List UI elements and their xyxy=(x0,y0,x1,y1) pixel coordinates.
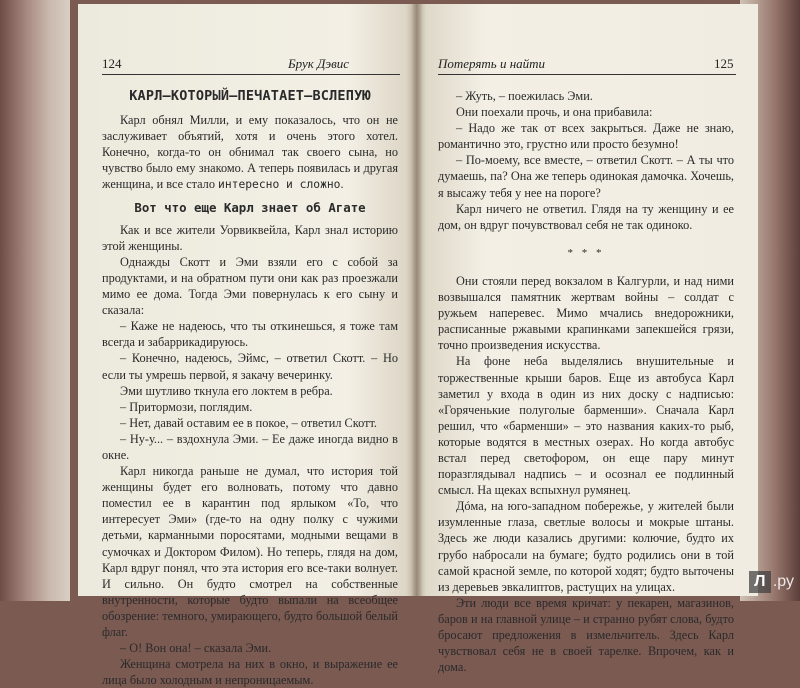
paragraph: На фоне неба выделялись внушительные и торжественные крыши баров. Еще из автобуса Карл заметил у входа в один из них доску с надписью: «Горяченькие полуголые барменши». Сначала Карл решил, что «барменши» – это названия каких-то рыб, которые водятся в местных озерах. Но когда автобус встал перед светофором, он еще пару минут поразглядывал надпись – и осознал ее подлинный смысл. На щеках вспыхнул румянец. xyxy=(438,354,734,498)
left-running-title: Брук Дэвис xyxy=(288,56,350,71)
paragraph: Карл ничего не ответил. Глядя на ту женщину и ее дом, он вдруг почувствовал себя не так одиноко. xyxy=(438,201,734,232)
paragraph: – Каже не надеюсь, что ты откинешься, я тоже там всегда и забаррикадируюсь. xyxy=(102,319,398,350)
section-separator: * * * xyxy=(567,246,605,259)
right-running-title: Потерять и найти xyxy=(438,56,546,71)
paragraph: Однажды Скотт и Эми взяли его с собой за продуктами, и на обратном пути они как раз проезжали мимо ее дома. Тогда Эми повернулась к его сыну и сказала: xyxy=(102,254,398,318)
paragraph: – Ну-у... – вздохнула Эми. – Ее даже иногда видно в окне. xyxy=(102,431,398,462)
paragraph: – Конечно, надеюсь, Эймс, – ответил Скотт. – Но если ты умрешь первой, я закачу вечеринку. xyxy=(102,351,398,382)
chapter-title: КАРЛ—КОТОРЫЙ—ПЕЧАТАЕТ—ВСЛЕПУЮ xyxy=(129,88,371,104)
paragraph: Эти люди все время кричат: у пекарен, магазинов, баров и на главной улице – и странно рубят слова, будто бросают предложения в измельчитель. Здесь Карл чувствовал себя не в своей тарелке. Впрочем, как и дома. xyxy=(438,595,734,675)
paragraph: Карл никогда раньше не думал, что история той женщины будет его волновать, потому что давно поместил ее в карантин под ярлыком «То, что интересует Эми» (где-то на одну полку с чужими детьми, карманными поросятами, модными вещами в сумочках и Доктором Филом). Но теперь, глядя на дом, Карл вдруг понял, что эта история его все-таки волнует. И сильно. Он будто смотрел на собственные внутренности, которые будто выпали на всеобщее обозрение: темного, умирающего, будто большой белый флаг. xyxy=(102,464,398,639)
paragraph: Карл обнял Милли, и ему показалось, что он не заслуживает объятий, хотя и очень этого хотел. Конечно, когда-то он обнимал так своего сына, но чувство было ему знакомо. А теперь появилась и другая женщина, и все стало интересно и сложно. xyxy=(102,113,398,192)
site-watermark xyxy=(749,571,794,593)
paragraph: – Надо же так от всех закрыться. Даже не знаю, романтично это, грустно или просто безумно! xyxy=(438,121,734,152)
paragraph: Эми шутливо ткнула его локтем в ребра. xyxy=(120,383,333,398)
paragraph: – Нет, давай оставим ее в покое, – ответил Скотт. xyxy=(120,415,377,430)
right-header-rule xyxy=(438,74,736,75)
paragraph: Дóма, на юго-западном побережье, у жителей были изумленные глаза, светлые волосы и мокрые штаны. Здесь же люди казались другими: колючие, будто их грубо набросали на бумаге; будто родились они в той самой красной земле, по которой ходят; будто выточены из деревьев эвкалиптов, растущих на улицах. xyxy=(438,499,734,594)
left-header-rule xyxy=(102,74,400,75)
book-gutter xyxy=(411,4,423,596)
left-page-number: 124 xyxy=(102,56,122,71)
watermark-text: .ру xyxy=(772,573,794,590)
right-page-number: 125 xyxy=(714,56,734,71)
paragraph: Они стояли перед вокзалом в Калгурли, и над ними возвышался памятник жертвам войны – солдат с ружьем наперевес. Мимо мчались внедорожники, расписанные ржавыми крапинками запекшейся грязи, точно произведения искусства. xyxy=(438,273,734,353)
paragraph: – По-моему, все вместе, – ответил Скотт. – А ты что думаешь, па? Она же теперь одинокая дамочка. Хочешь, я высажу тебя у нее на пороге? xyxy=(438,153,734,200)
watermark-logo-icon: Л xyxy=(749,571,771,593)
paragraph: Как и все жители Уорвиквейла, Карл знал историю этой женщины. xyxy=(102,222,398,253)
left-page-content xyxy=(102,88,398,688)
background-left-edge xyxy=(0,0,70,601)
paragraph: – О! Вон она! – сказала Эми. xyxy=(120,641,272,656)
paragraph: – Жуть, – поежилась Эми. xyxy=(456,89,593,103)
right-page-content xyxy=(438,88,734,675)
paragraph: – Притормози, поглядим. xyxy=(120,399,253,414)
left-page xyxy=(78,4,416,688)
open-book xyxy=(78,4,758,688)
paragraph: Женщина смотрела на них в окно, и выражение ее лица было холодным и непроницаемым. xyxy=(102,657,398,688)
section-title: Вот что еще Карл знает об Агате xyxy=(134,199,366,215)
paragraph: Они поехали прочь, и она прибавила: xyxy=(456,105,653,120)
right-page xyxy=(416,4,758,675)
